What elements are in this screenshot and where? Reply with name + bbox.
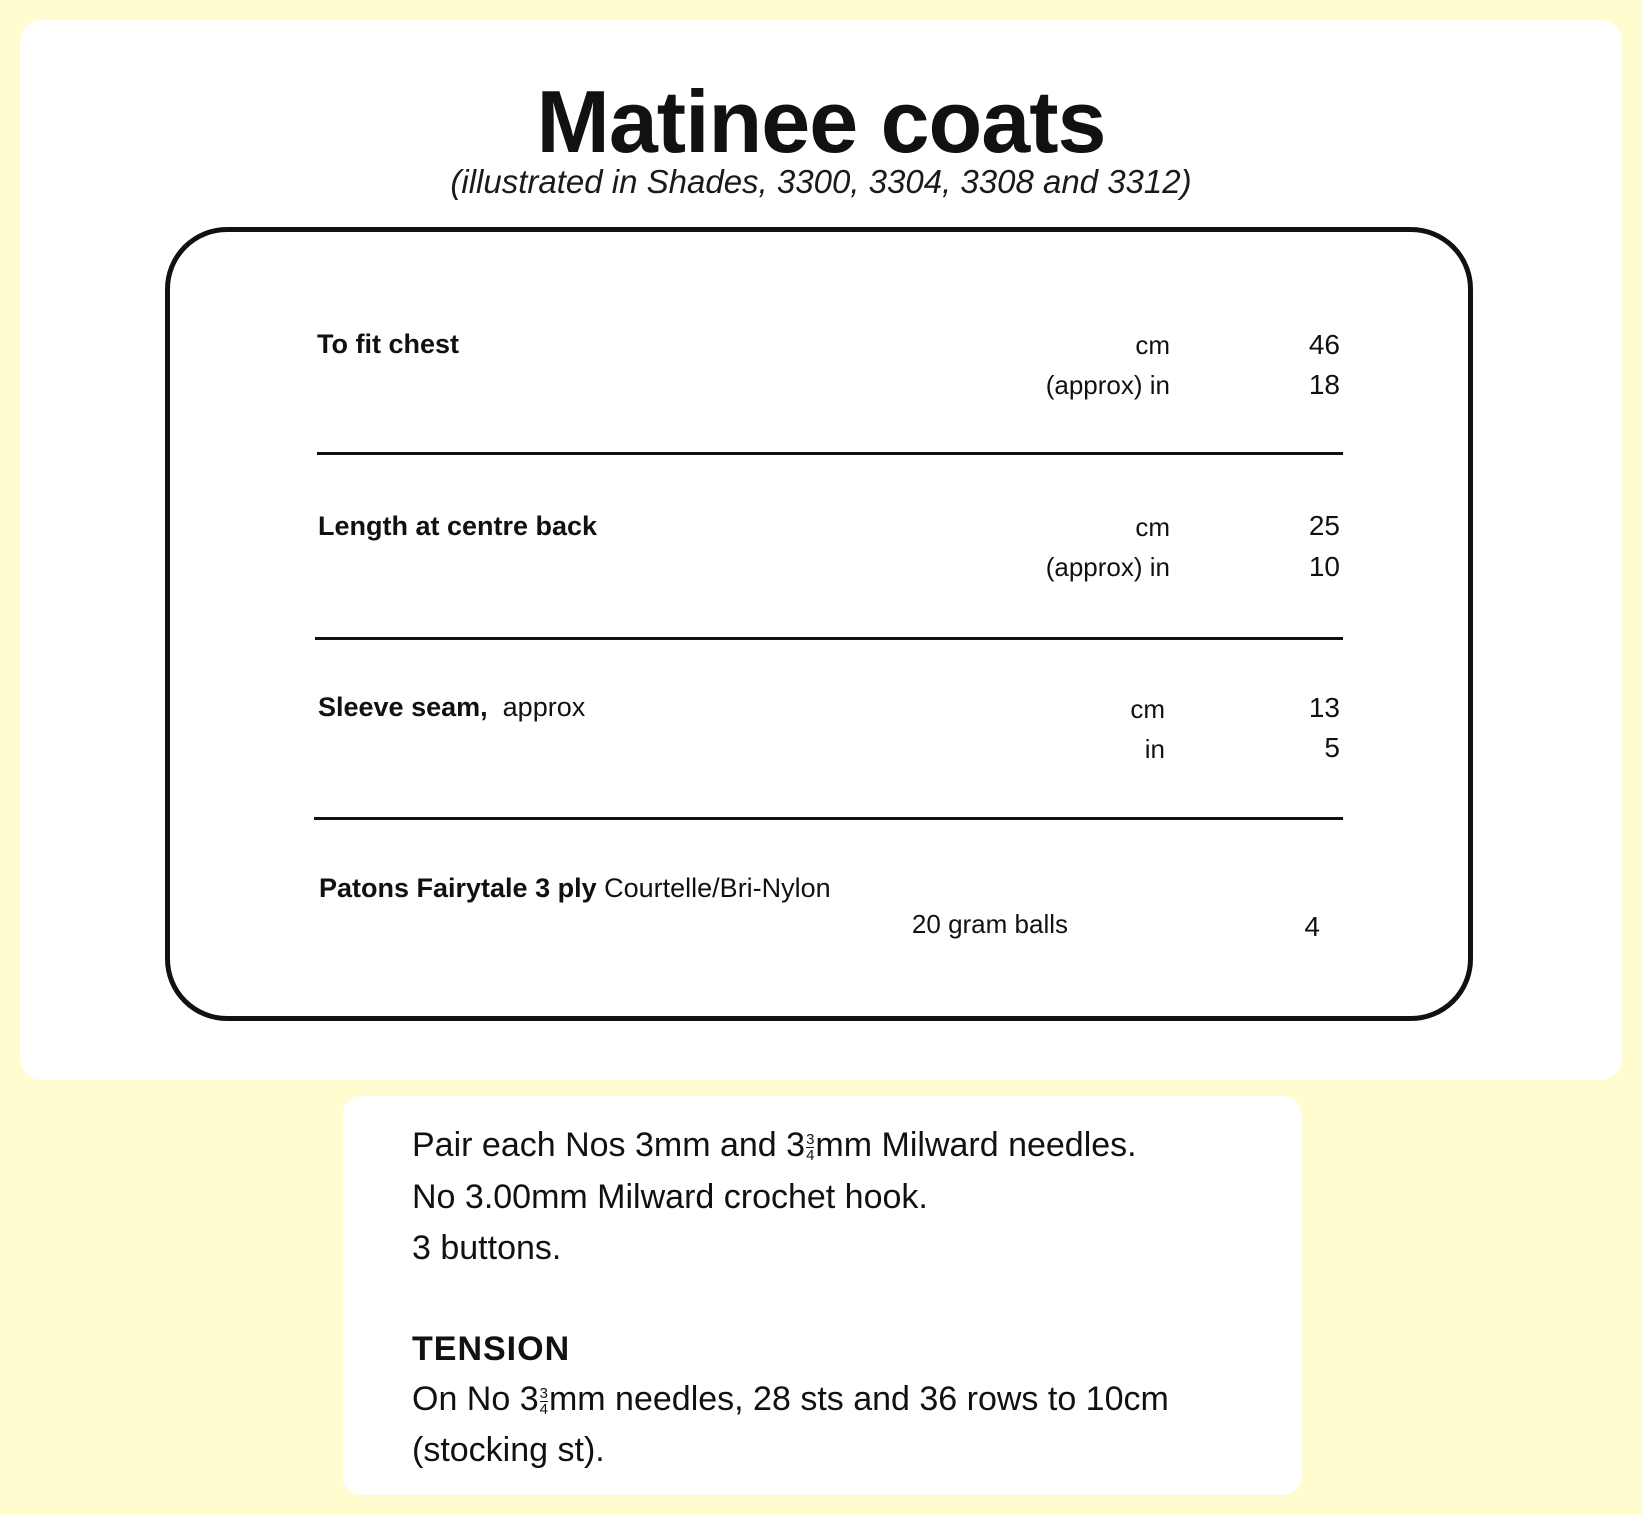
row-divider [315,637,1343,640]
chest-unit-in: (approx) in [1045,370,1170,400]
buttons-line: 3 buttons. [412,1229,562,1267]
length-label: Length at centre back [318,511,598,541]
needles-fraction: $\frac{3}{4}$ [806,1130,815,1164]
chest-value-in: 18 [1308,369,1340,400]
yarn-fibre: Courtelle/Bri-Nylon [604,873,831,903]
chest-unit-cm: cm [1135,330,1170,360]
yarn-label: Patons Fairytale 3 ply Courtelle/Bri-Nylon [319,873,831,903]
sleeve-unit-cm: cm [1130,694,1165,724]
length-unit-in: (approx) in [1045,552,1170,582]
sleeve-unit-in: in [1144,734,1165,764]
page-subtitle: (illustrated in Shades, 3300, 3304, 3308 and 3312) [450,163,1192,200]
sleeve-value-in: 5 [1324,732,1340,763]
chest-label: To fit chest [317,329,460,359]
length-value-in: 10 [1308,551,1340,582]
tension-heading: TENSION [412,1330,571,1368]
sleeve-value-cm: 13 [1308,692,1340,723]
tension-note-line: (stocking st). [412,1431,605,1469]
page-title: Matinee coats [536,72,1106,171]
chest-value-cm: 46 [1308,329,1340,360]
yarn-unit: 20 gram balls [911,909,1068,939]
row-divider [314,817,1343,820]
length-unit-cm: cm [1135,512,1170,542]
hook-line: No 3.00mm Milward crochet hook. [412,1178,928,1216]
sleeve-label: Sleeve seam, approx [318,692,586,722]
needles-line: Pair each Nos 3mm and 3 $\frac{3}{4}$ mm Milward needles. [412,1126,1137,1164]
sleeve-note: approx [502,692,586,722]
yarn-value: 4 [1304,911,1320,942]
tension-line: On No 3 $\frac{3}{4}$ mm needles, 28 sts and 36 rows to 10cm [412,1380,1169,1418]
length-value-cm: 25 [1308,510,1340,541]
tension-fraction: $\frac{3}{4}$ [539,1384,548,1418]
row-divider [317,452,1343,455]
